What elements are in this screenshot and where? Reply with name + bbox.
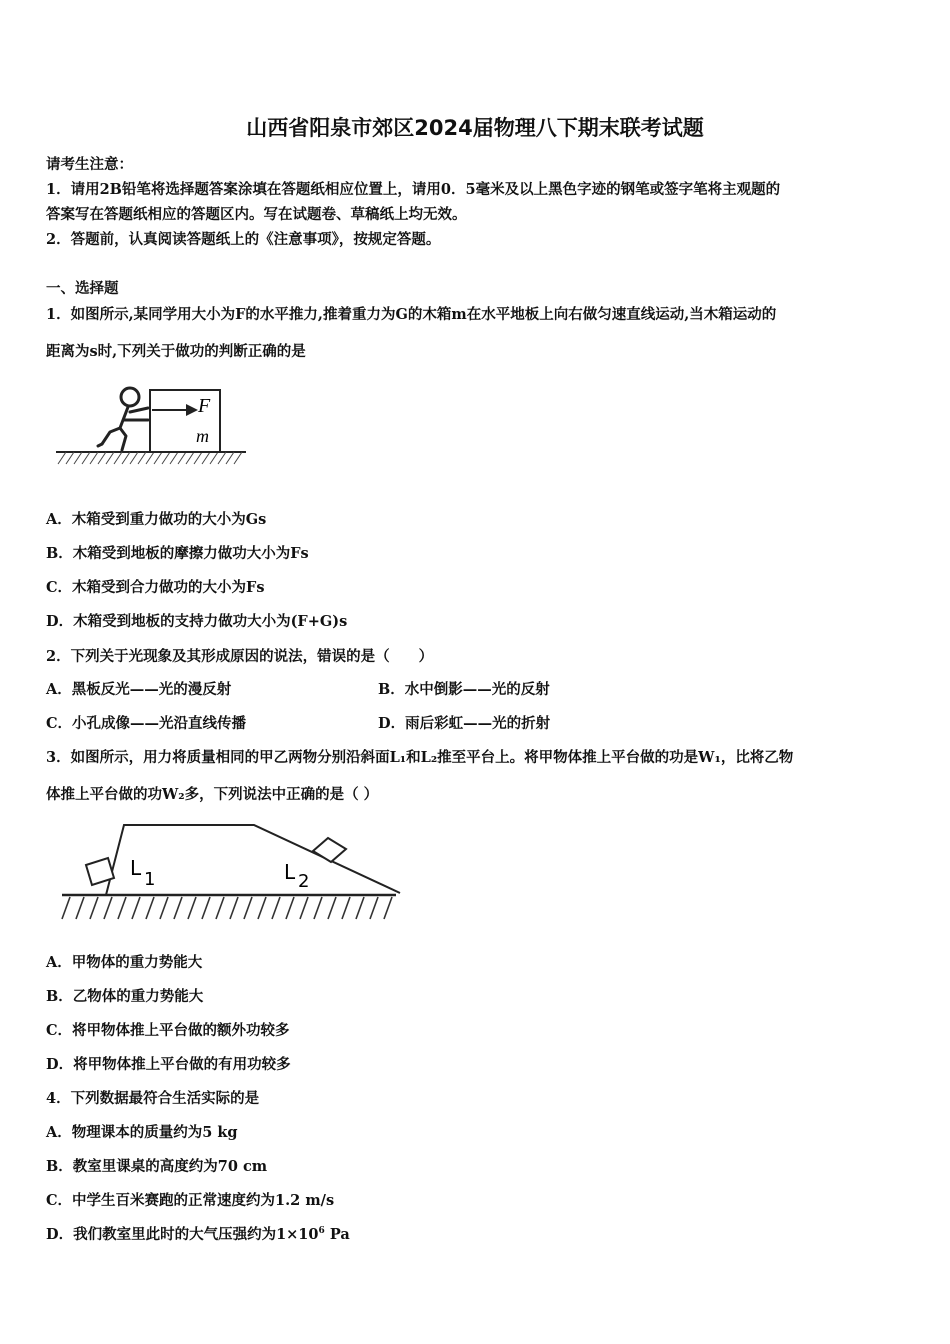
q4-option-d-exponent: 6 [318,1226,325,1237]
q4-option-d-text: D．我们教室里此时的大气压强约为1×10 [46,1226,319,1243]
q1-option-a[interactable]: A．木箱受到重力做功的大小为Gs [46,511,267,528]
section-heading: 一、选择题 [46,280,119,297]
incline-l2-label: L [284,860,296,884]
block-on-l2 [313,838,346,862]
q2-stem: 2．下列关于光现象及其形成原因的说法，错误的是（ ） [46,648,434,665]
notice-item-2: 2．答题前，认真阅读答题纸上的《注意事项》，按规定答题。 [46,231,441,248]
q1-option-d[interactable]: D．木箱受到地板的支持力做功大小为(F+G)s [46,613,348,630]
incline-l2-subscript: 2 [298,871,310,892]
q2-option-a[interactable]: A．黑板反光——光的漫反射 [46,681,232,698]
q4-option-b[interactable]: B．教室里课桌的高度约为70 cm [46,1158,268,1175]
q3-option-b[interactable]: B．乙物体的重力势能大 [46,988,204,1005]
q1-option-b[interactable]: B．木箱受到地板的摩擦力做功大小为Fs [46,545,309,562]
q3-figure-inclines [56,815,406,927]
q3-option-c[interactable]: C．将甲物体推上平台做的额外功较多 [46,1022,290,1039]
q3-stem: 3．如图所示，用力将质量相同的甲乙两物分别沿斜面L₁和L₂推至平台上。将甲物体推上平台做的功是W₁，比将乙物 [46,749,794,766]
exam-title: 山西省阳泉市郊区2024届物理八下期末联考试题 [246,116,704,140]
incline-l1-subscript: 1 [144,869,156,890]
q2-option-b[interactable]: B．水中倒影——光的反射 [378,681,550,698]
q3-option-a[interactable]: A．甲物体的重力势能大 [46,954,203,971]
pushing-person-icon [98,388,148,450]
q1-figure-pushing-box [52,380,252,470]
q2-option-c[interactable]: C．小孔成像——光沿直线传播 [46,715,247,732]
force-arrow-icon [186,404,198,416]
notice-item-1-cont: 答案写在答题纸相应的答题区内。写在试题卷、草稿纸上均无效。 [46,206,467,223]
notice-item-1: 1．请用2B铅笔将选择题答案涂填在答题纸相应位置上，请用0．5毫米及以上黑色字迹的钢笔或签字笔将主观题的 [46,181,781,198]
notice-heading: 请考生注意： [46,156,133,173]
force-label: F [198,395,211,417]
q4-option-d[interactable] [46,1223,350,1244]
q2-option-d[interactable]: D．雨后彩虹——光的折射 [378,715,551,732]
q3-stem-cont: 体推上平台做的功W₂多，下列说法中正确的是（ ） [46,786,379,803]
q4-stem: 4．下列数据最符合生活实际的是 [46,1090,260,1107]
q4-option-c[interactable]: C．中学生百米赛跑的正常速度约为1.2 m/s [46,1192,335,1209]
q3-option-d[interactable]: D．将甲物体推上平台做的有用功较多 [46,1056,291,1073]
q4-option-a[interactable]: A．物理课本的质量约为5 kg [46,1124,238,1141]
q4-option-d-unit: Pa [324,1226,350,1243]
q1-stem-cont: 距离为s时,下列关于做功的判断正确的是 [46,343,306,360]
q1-option-c[interactable]: C．木箱受到合力做功的大小为Fs [46,579,265,596]
incline-l1-label: L [130,856,142,880]
q1-stem: 1．如图所示,某同学用大小为F的水平推力,推着重力为G的木箱m在水平地板上向右做匀速直线运动,当木箱运动的 [46,306,777,323]
mass-label: m [196,426,209,446]
